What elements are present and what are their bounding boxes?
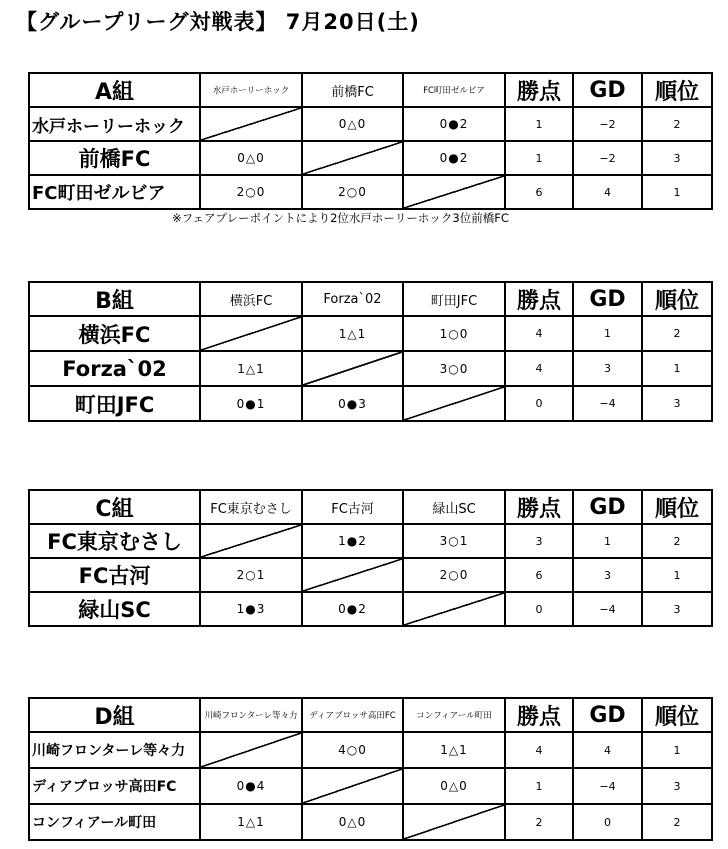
team-name: 横浜FC (29, 316, 200, 351)
diagonal-cell (200, 732, 302, 768)
team-name: Forza`02 (29, 351, 200, 386)
column-team-header: FC町田ゼルビア (403, 73, 505, 107)
gd-header: GD (573, 490, 642, 524)
match-result: 0●2 (403, 141, 505, 175)
rank-value: 1 (642, 732, 712, 768)
rank-value: 1 (642, 351, 712, 386)
points-value: 6 (505, 558, 573, 592)
match-result: 0●2 (403, 107, 505, 141)
match-result: 1△1 (302, 316, 403, 351)
group-d-table (28, 697, 713, 841)
points-value: 4 (505, 351, 573, 386)
table-row (29, 732, 712, 768)
diagonal-cell (403, 386, 505, 421)
gd-value: 4 (573, 175, 642, 209)
group-a-table (28, 72, 713, 210)
column-team-header: 町田JFC (403, 282, 505, 316)
group-name: A組 (29, 73, 200, 107)
table-row (29, 175, 712, 209)
points-value: 1 (505, 768, 573, 804)
team-name: FC古河 (29, 558, 200, 592)
gd-header: GD (573, 282, 642, 316)
match-result: 1△1 (403, 732, 505, 768)
group-header-row (29, 490, 712, 524)
points-header: 勝点 (505, 282, 573, 316)
points-value: 6 (505, 175, 573, 209)
diagonal-cell (302, 141, 403, 175)
column-team-header: 水戸ホーリーホック (200, 73, 302, 107)
team-name: 緑山SC (29, 592, 200, 626)
diagonal-cell (302, 351, 403, 386)
column-team-header: 緑山SC (403, 490, 505, 524)
points-value: 4 (505, 316, 573, 351)
table-row (29, 107, 712, 141)
rank-value: 1 (642, 175, 712, 209)
diagonal-cell (200, 316, 302, 351)
match-result: 0●3 (302, 386, 403, 421)
match-result: 1●3 (200, 592, 302, 626)
team-name: 町田JFC (29, 386, 200, 421)
points-value: 0 (505, 386, 573, 421)
column-team-header: コンフィアール町田 (403, 698, 505, 732)
group-c-table (28, 489, 713, 627)
diagonal-cell (302, 558, 403, 592)
group-header-row (29, 698, 712, 732)
diagonal-cell (403, 175, 505, 209)
match-result: 2○0 (302, 175, 403, 209)
table-row (29, 558, 712, 592)
gd-header: GD (573, 73, 642, 107)
table-row (29, 351, 712, 386)
rank-value: 2 (642, 316, 712, 351)
match-result: 0△0 (302, 107, 403, 141)
match-result: 0△0 (302, 804, 403, 840)
gd-value: 3 (573, 558, 642, 592)
match-result: 0●4 (200, 768, 302, 804)
column-team-header: FC東京むさし (200, 490, 302, 524)
group-header-row (29, 73, 712, 107)
column-team-header: 横浜FC (200, 282, 302, 316)
column-team-header: 川崎フロンターレ等々力 (200, 698, 302, 732)
match-result: 1○0 (403, 316, 505, 351)
match-result: 0●1 (200, 386, 302, 421)
points-value: 0 (505, 592, 573, 626)
table-row (29, 524, 712, 558)
rank-value: 3 (642, 141, 712, 175)
team-name: ディアブロッサ高田FC (29, 768, 200, 804)
column-team-header: FC古河 (302, 490, 403, 524)
diagonal-cell (403, 592, 505, 626)
match-result: 0●2 (302, 592, 403, 626)
match-result: 0△0 (403, 768, 505, 804)
points-header: 勝点 (505, 490, 573, 524)
table-row (29, 592, 712, 626)
rank-value: 2 (642, 804, 712, 840)
rank-value: 3 (642, 592, 712, 626)
column-team-header: 前橋FC (302, 73, 403, 107)
team-name: 前橋FC (29, 141, 200, 175)
match-result: 4○0 (302, 732, 403, 768)
gd-header: GD (573, 698, 642, 732)
team-name: 水戸ホーリーホック (29, 107, 200, 141)
column-team-header: Forza`02 (302, 282, 403, 316)
table-row (29, 768, 712, 804)
match-result: 2○0 (200, 175, 302, 209)
diagonal-cell (302, 768, 403, 804)
points-value: 3 (505, 524, 573, 558)
gd-value: −2 (573, 141, 642, 175)
gd-value: 1 (573, 524, 642, 558)
match-result: 0△0 (200, 141, 302, 175)
team-name: コンフィアール町田 (29, 804, 200, 840)
rank-value: 3 (642, 768, 712, 804)
group-name: B組 (29, 282, 200, 316)
table-row (29, 386, 712, 421)
page-title: 【グループリーグ対戦表】 7月20日(土) (16, 10, 420, 34)
gd-value: −4 (573, 768, 642, 804)
group-name: D組 (29, 698, 200, 732)
team-name: 川崎フロンターレ等々力 (29, 732, 200, 768)
diagonal-cell (403, 804, 505, 840)
table-row (29, 804, 712, 840)
gd-value: 1 (573, 316, 642, 351)
group-b-table (28, 281, 713, 422)
points-header: 勝点 (505, 698, 573, 732)
group-header-row (29, 282, 712, 316)
points-value: 4 (505, 732, 573, 768)
match-result: 3○0 (403, 351, 505, 386)
match-result: 2○0 (403, 558, 505, 592)
diagonal-cell (200, 107, 302, 141)
points-header: 勝点 (505, 73, 573, 107)
match-result: 2○1 (200, 558, 302, 592)
gd-value: 4 (573, 732, 642, 768)
gd-value: 3 (573, 351, 642, 386)
team-name: FC東京むさし (29, 524, 200, 558)
rank-value: 1 (642, 558, 712, 592)
fair-play-note: ※フェアプレーポイントにより2位水戸ホーリーホック3位前橋FC (172, 211, 509, 225)
rank-header: 順位 (642, 698, 712, 732)
gd-value: 0 (573, 804, 642, 840)
match-result: 3○1 (403, 524, 505, 558)
match-result: 1●2 (302, 524, 403, 558)
table-row (29, 316, 712, 351)
match-result: 1△1 (200, 351, 302, 386)
rank-header: 順位 (642, 490, 712, 524)
points-value: 2 (505, 804, 573, 840)
gd-value: −2 (573, 107, 642, 141)
rank-header: 順位 (642, 282, 712, 316)
team-name: FC町田ゼルビア (29, 175, 200, 209)
rank-header: 順位 (642, 73, 712, 107)
match-result: 1△1 (200, 804, 302, 840)
rank-value: 3 (642, 386, 712, 421)
rank-value: 2 (642, 107, 712, 141)
gd-value: −4 (573, 386, 642, 421)
rank-value: 2 (642, 524, 712, 558)
group-name: C組 (29, 490, 200, 524)
gd-value: −4 (573, 592, 642, 626)
points-value: 1 (505, 141, 573, 175)
column-team-header: ディアブロッサ高田FC (302, 698, 403, 732)
table-row (29, 141, 712, 175)
diagonal-cell (200, 524, 302, 558)
points-value: 1 (505, 107, 573, 141)
